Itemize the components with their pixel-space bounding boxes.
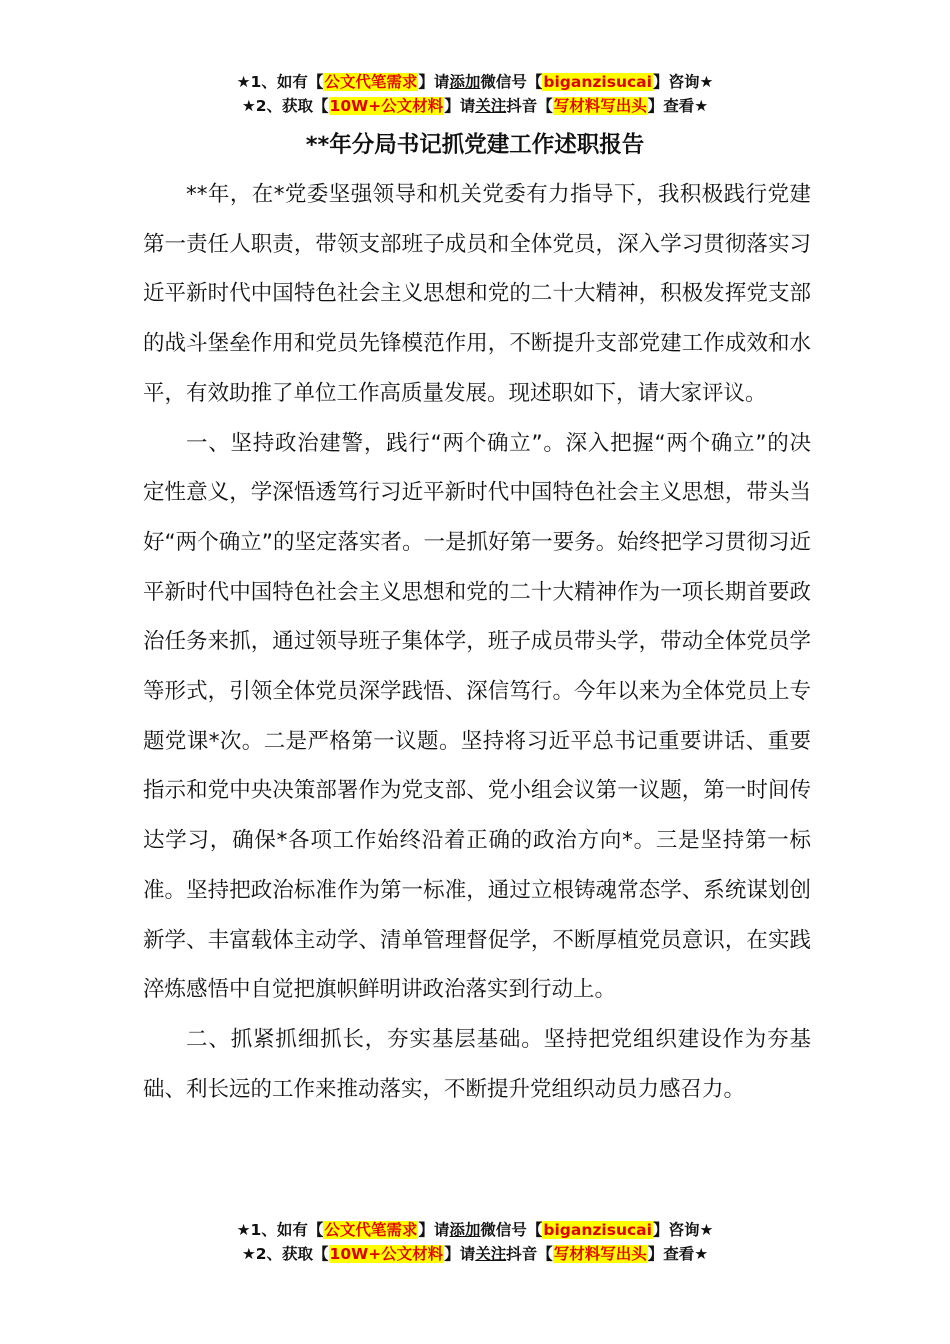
banner-text: ★2、获取【 bbox=[241, 97, 329, 115]
banner-highlight: 公文代笔需求 bbox=[324, 73, 418, 91]
banner-text: 微信号【 bbox=[480, 73, 543, 91]
bottom-banner bbox=[0, 1218, 950, 1266]
banner-line-2 bbox=[0, 94, 950, 118]
document-body bbox=[143, 170, 811, 1114]
banner-text: 抖音【 bbox=[506, 1245, 553, 1263]
banner-underlined-text: 关注 bbox=[475, 97, 507, 115]
paragraph: **年，在*党委坚强领导和机关党委有力指导下，我积极践行党建第一责任人职责，带领支部班子成员和全体党员，深入学习贯彻落实习近平新时代中国特色社会主义思想和党的二十大精神，积极发挥党支部的战斗堡垒作用和党员先锋模范作用，不断提升支部党建工作成效和水平，有效助推了单位工作高质量发展。现述职如下，请大家评议。 bbox=[143, 182, 811, 406]
banner-line-1 bbox=[0, 1218, 950, 1242]
banner-text: 】查看★ bbox=[647, 97, 709, 115]
banner-text: ★2、获取【 bbox=[241, 1245, 329, 1263]
banner-text: 抖音【 bbox=[506, 97, 553, 115]
document-title: **年分局书记抓党建工作述职报告 bbox=[305, 132, 645, 158]
banner-highlight: 10W+公文材料 bbox=[329, 1245, 444, 1263]
banner-text: 】请 bbox=[444, 97, 476, 115]
banner-underlined-text: 添加 bbox=[449, 1221, 481, 1239]
banner-line-1 bbox=[0, 70, 950, 94]
banner-text: 】咨询★ bbox=[652, 1221, 714, 1239]
banner-highlight: 公文代笔需求 bbox=[324, 1221, 418, 1239]
banner-highlight: 写材料写出头 bbox=[553, 1245, 647, 1263]
paragraph: 一、坚持政治建警，践行“两个确立”。深入把握“两个确立”的决定性意义，学深悟透笃行习近平新时代中国特色社会主义思想，带头当好“两个确立”的坚定落实者。一是抓好第一要务。始终把学习贯彻习近平新时代中国特色社会主义思想和党的二十大精神作为一项长期首要政治任务来抓，通过领导班子集体学，班子成员带头学，带动全体党员学等形式，引领全体党员深学践悟、深信笃行。今年以来为全体党员上专题党课*次。二是严格第一议题。坚持将习近平总书记重要讲话、重要指示和党中央决策部署作为党支部、党小组会议第一议题，第一时间传达学习，确保*各项工作始终沿着正确的政治方向*。三是坚持第一标准。坚持把政治标准作为第一标准，通过立根铸魂常态学、系统谋划创新学、丰富载体主动学、清单管理督促学，不断厚植党员意识，在实践淬炼感悟中自觉把旗帜鲜明讲政治落实到行动上。 bbox=[143, 430, 811, 1003]
banner-text: 】查看★ bbox=[647, 1245, 709, 1263]
banner-text: 】咨询★ bbox=[652, 73, 714, 91]
banner-highlight: 写材料写出头 bbox=[553, 97, 647, 115]
banner-text: 微信号【 bbox=[480, 1221, 543, 1239]
banner-underlined-text: 添加 bbox=[449, 73, 481, 91]
banner-underlined-text: 关注 bbox=[475, 1245, 507, 1263]
paragraph: 二、抓紧抓细抓长，夯实基层基础。坚持把党组织建设作为夯基础、利长远的工作来推动落实，不断提升党组织动员力感召力。 bbox=[143, 1026, 811, 1102]
banner-highlight: 10W+公文材料 bbox=[329, 97, 444, 115]
banner-highlight: biganzisucai bbox=[543, 73, 652, 91]
banner-text: 】请 bbox=[418, 73, 450, 91]
banner-text: 】请 bbox=[418, 1221, 450, 1239]
banner-highlight: biganzisucai bbox=[543, 1221, 652, 1239]
banner-text: ★1、如有【 bbox=[236, 73, 324, 91]
top-banner bbox=[0, 70, 950, 118]
banner-line-2 bbox=[0, 1242, 950, 1266]
banner-text: 】请 bbox=[444, 1245, 476, 1263]
banner-text: ★1、如有【 bbox=[236, 1221, 324, 1239]
